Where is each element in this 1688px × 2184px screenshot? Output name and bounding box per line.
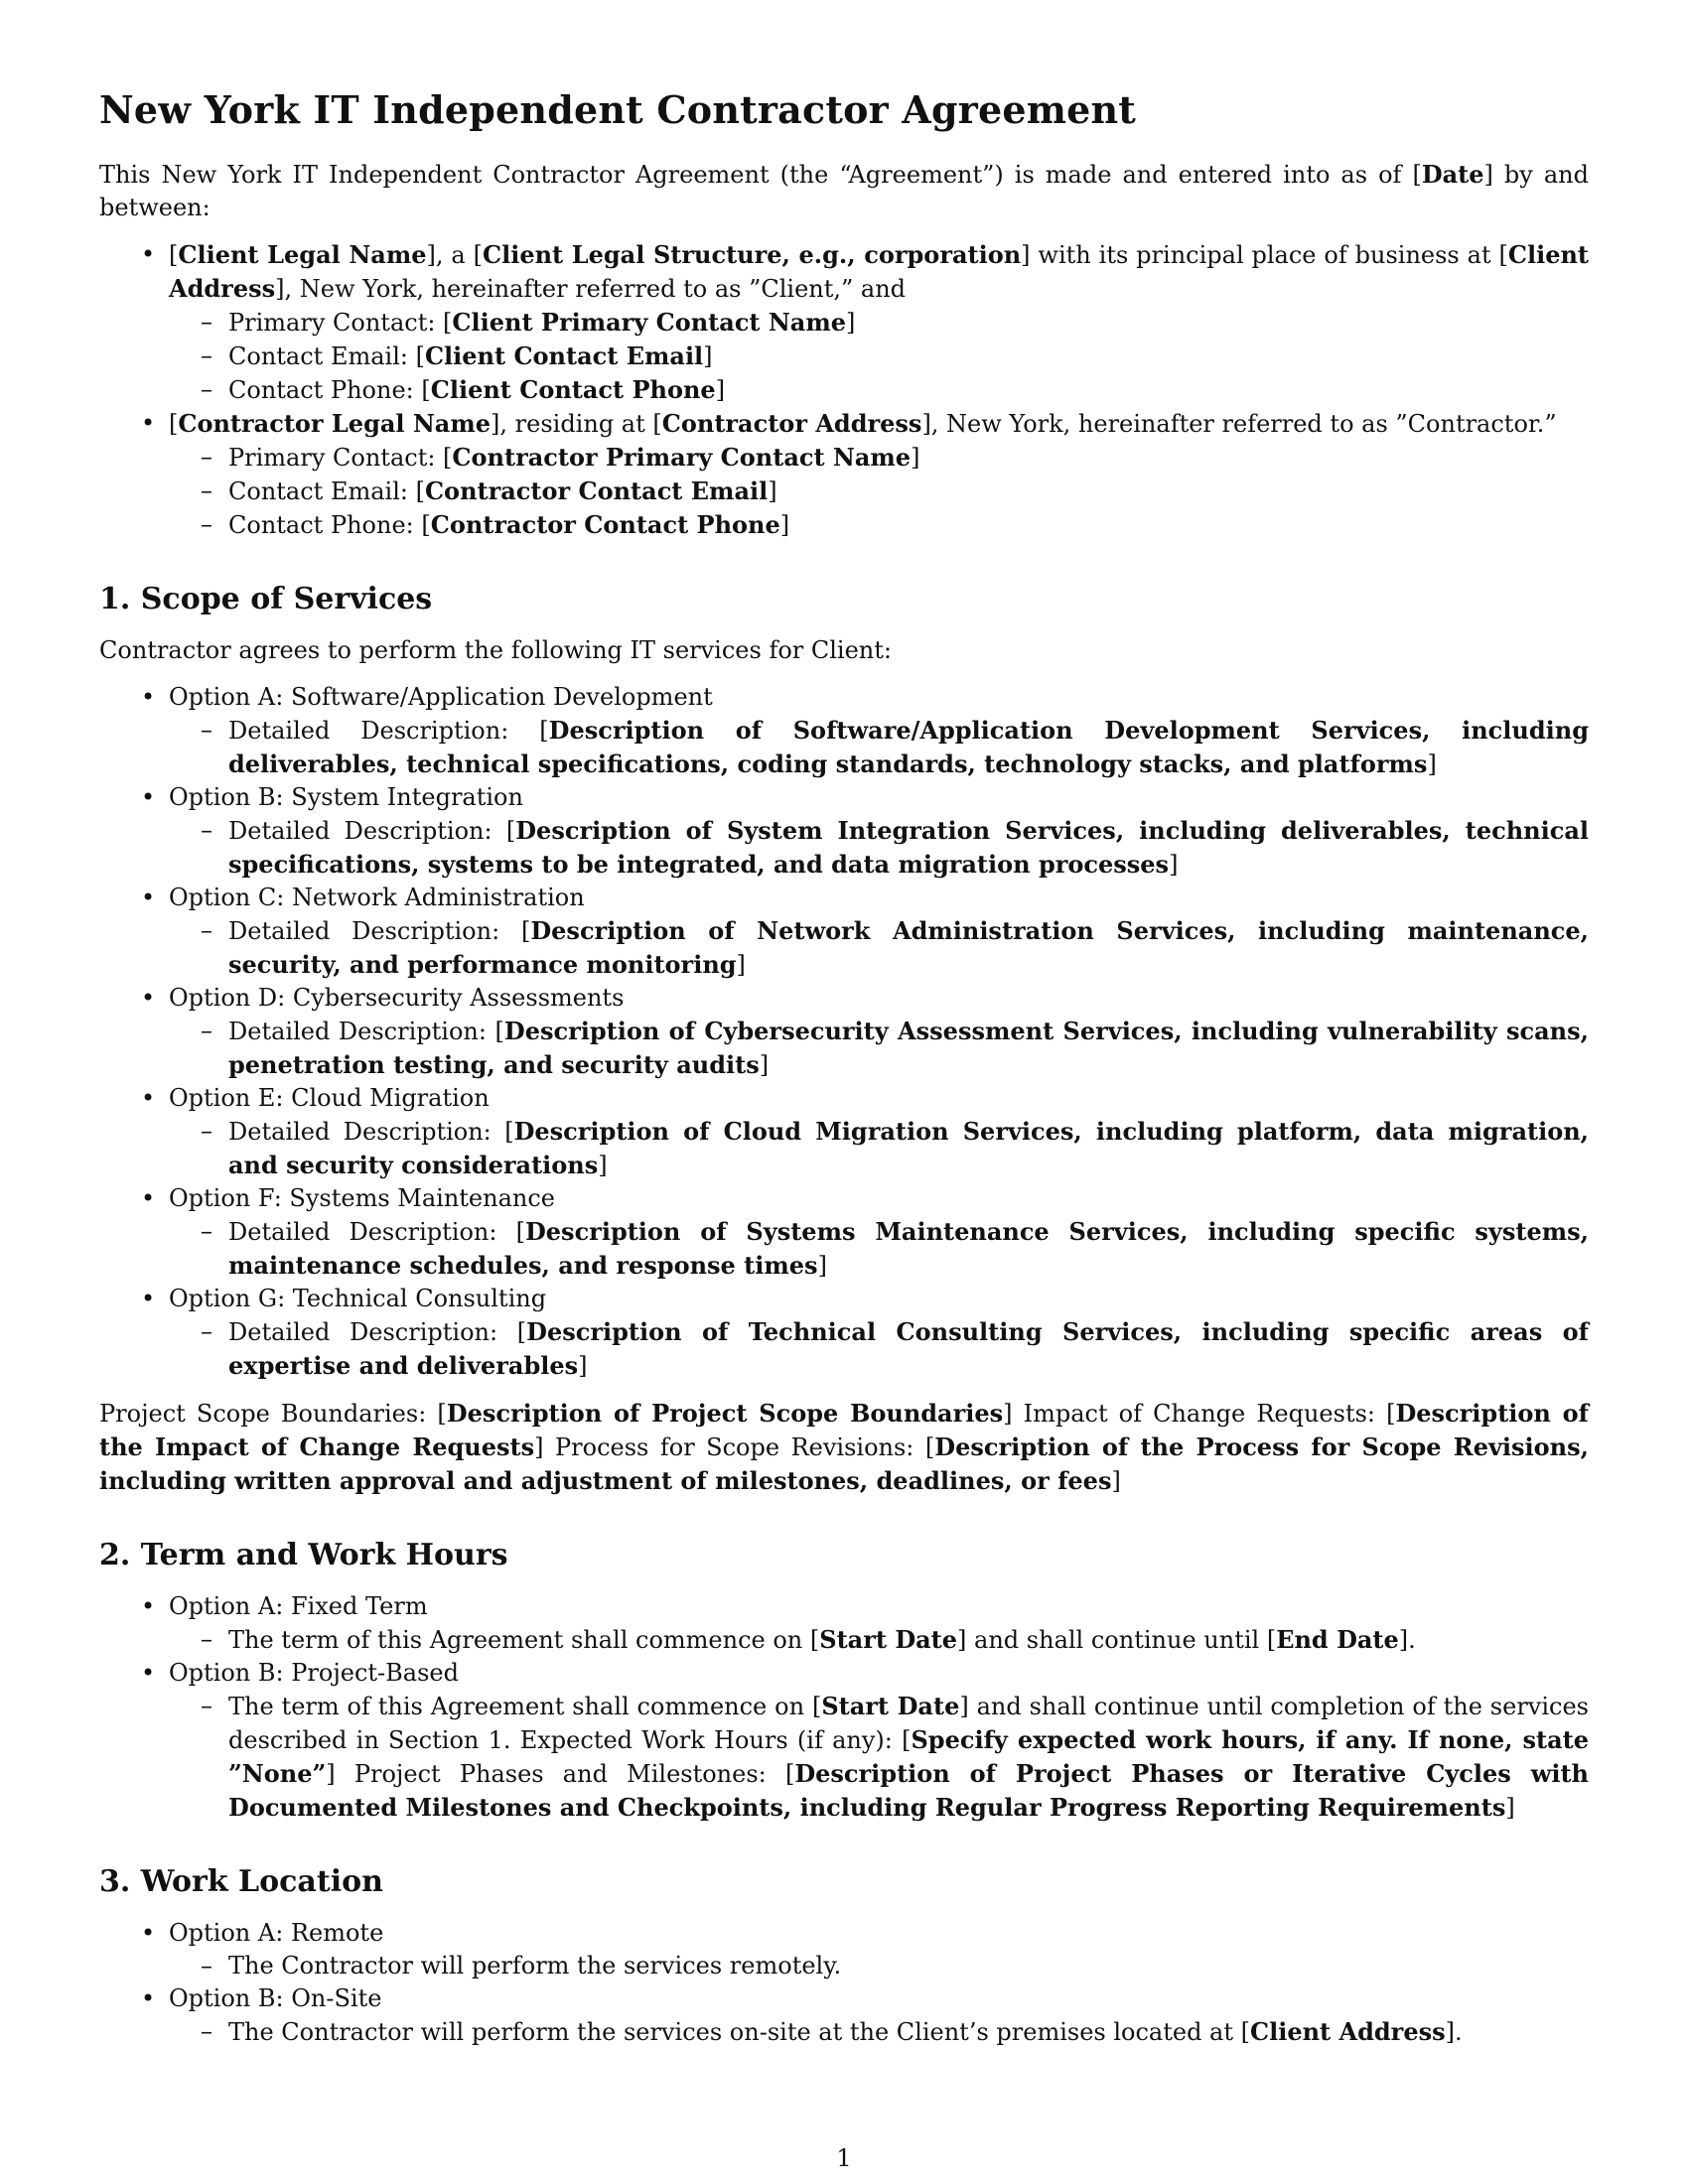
location-option: • Option A: Remote – The Contractor will perform the services remotely. bbox=[99, 1917, 1589, 1982]
term-options-list bbox=[99, 1590, 1589, 1825]
scope-option: • Option E: Cloud Migration – Detailed Description: [Description of Cloud Migration Services, including platform, data migration, and security considerations] bbox=[99, 1082, 1589, 1182]
list-item: – Contact Phone: [Contractor Contact Phone] bbox=[169, 508, 1589, 542]
list-item: – The term of this Agreement shall commence on [Start Date] and shall continue until completion of the services described in Section 1. Expected Work Hours (if any): [Specify expected work hours, if any. If none, state ”None”] Project Phases and Milestones: [Description of Project Phases or Iterative Cycles with Documented Milestones and Checkpoints, including Regular Progress Reporting Requirements] bbox=[169, 1690, 1589, 1825]
list-item: – Detailed Description: [Description of Cloud Migration Services, including platform, data migration, and security considerations] bbox=[169, 1115, 1589, 1182]
contractor-contacts bbox=[169, 441, 1589, 542]
scope-closing-paragraph: Project Scope Boundaries: [Description of Project Scope Boundaries] Impact of Change Requests: [Description of the Impact of Change Requests] Process for Scope Revisions: [Description of the Process for Scope Revisions, including written approval and adjustment of milestones, deadlines, or fees] bbox=[99, 1399, 1590, 1495]
list-item: – Contact Email: [Contractor Contact Email] bbox=[169, 475, 1589, 508]
scope-option: • Option C: Network Administration – Detailed Description: [Description of Network Administration Services, including maintenance, security, and performance monitoring] bbox=[99, 882, 1589, 982]
client-party: • [Client Legal Name], a [Client Legal Structure, e.g., corporation] with its principal place of business at [Client Address], New York, hereinafter referred to as ”Client,” and – Primary Contact: [Client Primary Contact Name] – Contact Email: [Client Contact Email] – Contact Phone: [Client Contact Phone] bbox=[99, 238, 1589, 407]
section-heading-scope: 1. Scope of Services bbox=[99, 582, 433, 616]
list-item: – Primary Contact: [Client Primary Contact Name] bbox=[169, 306, 1589, 340]
location-option: • Option B: On-Site – The Contractor will perform the services on-site at the Client’s premises located at [Client Address]. bbox=[99, 1982, 1589, 2049]
scope-option: • Option F: Systems Maintenance – Detailed Description: [Description of Systems Maintenance Services, including specific systems, maintenance schedules, and response times] bbox=[99, 1182, 1589, 1283]
location-options-list bbox=[99, 1917, 1589, 2049]
list-item: – Detailed Description: [Description of Cybersecurity Assessment Services, including vulnerability scans, penetration testing, and security audits] bbox=[169, 1015, 1589, 1082]
list-item: – Detailed Description: [Description of Network Administration Services, including maintenance, security, and performance monitoring] bbox=[169, 914, 1589, 982]
list-item: – Primary Contact: [Contractor Primary Contact Name] bbox=[169, 441, 1589, 475]
contractor-party: • [Contractor Legal Name], residing at [Contractor Address], New York, hereinafter referred to as ”Contractor.” – Primary Contact: [Contractor Primary Contact Name] – Contact Email: [Contractor Contact Email] – Contact Phone: [Contractor Contact Phone] bbox=[99, 407, 1589, 542]
document-page bbox=[99, 87, 1589, 2063]
term-option: • Option B: Project-Based – The term of this Agreement shall commence on [Start Date] and shall continue until completion of the services described in Section 1. Expected Work Hours (if any): [Specify expected work hours, if any. If none, state ”None”] Project Phases and Milestones: [Description of Project Phases or Iterative Cycles with Documented Milestones and Checkpoints, including Regular Progress Reporting Requirements] bbox=[99, 1657, 1589, 1825]
section-heading-term: 2. Term and Work Hours bbox=[99, 1538, 508, 1572]
scope-option: • Option B: System Integration – Detailed Description: [Description of System Integration Services, including deliverables, technical specifications, systems to be integrated, and data migration processes] bbox=[99, 781, 1589, 882]
intro-paragraph: This New York IT Independent Contractor Agreement (the “Agreement”) is made and entered into as of [Date] by and between: bbox=[99, 160, 1589, 221]
list-item: – The Contractor will perform the services remotely. bbox=[169, 1950, 1589, 1982]
list-item: – Contact Phone: [Client Contact Phone] bbox=[169, 373, 1589, 407]
list-item: – The Contractor will perform the services on-site at the Client’s premises located at [Client Address]. bbox=[169, 2015, 1589, 2049]
section-heading-location: 3. Work Location bbox=[99, 1864, 383, 1899]
parties-list bbox=[99, 238, 1589, 542]
list-item: – Detailed Description: [Description of System Integration Services, including deliverables, technical specifications, systems to be integrated, and data migration processes] bbox=[169, 814, 1589, 882]
scope-option: • Option G: Technical Consulting – Detailed Description: [Description of Technical Consulting Services, including specific areas of expertise and deliverables] bbox=[99, 1283, 1589, 1383]
list-item: – Contact Email: [Client Contact Email] bbox=[169, 340, 1589, 373]
page-number: 1 bbox=[836, 2144, 852, 2172]
scope-options-list bbox=[99, 681, 1589, 1383]
scope-option: • Option D: Cybersecurity Assessments – Detailed Description: [Description of Cybersecurity Assessment Services, including vulnerability scans, penetration testing, and security audits] bbox=[99, 982, 1589, 1082]
document-title: New York IT Independent Contractor Agreement bbox=[99, 87, 1137, 132]
list-item: – The term of this Agreement shall commence on [Start Date] and shall continue until [End Date]. bbox=[169, 1623, 1589, 1657]
scope-option: • Option A: Software/Application Development – Detailed Description: [Description of Software/Application Development Services, including deliverables, technical specifications, coding standards, technology stacks, and platforms] bbox=[99, 681, 1589, 781]
list-item: – Detailed Description: [Description of Software/Application Development Services, including deliverables, technical specifications, coding standards, technology stacks, and platforms] bbox=[169, 714, 1589, 781]
list-item: – Detailed Description: [Description of Technical Consulting Services, including specific areas of expertise and deliverables] bbox=[169, 1315, 1589, 1383]
scope-lead: Contractor agrees to perform the following IT services for Client: bbox=[99, 636, 892, 664]
date-placeholder: Date bbox=[1421, 160, 1484, 189]
list-item: – Detailed Description: [Description of Systems Maintenance Services, including specific systems, maintenance schedules, and response times] bbox=[169, 1215, 1589, 1283]
term-option: • Option A: Fixed Term – The term of this Agreement shall commence on [Start Date] and shall continue until [End Date]. bbox=[99, 1590, 1589, 1657]
client-contacts bbox=[169, 306, 1589, 407]
